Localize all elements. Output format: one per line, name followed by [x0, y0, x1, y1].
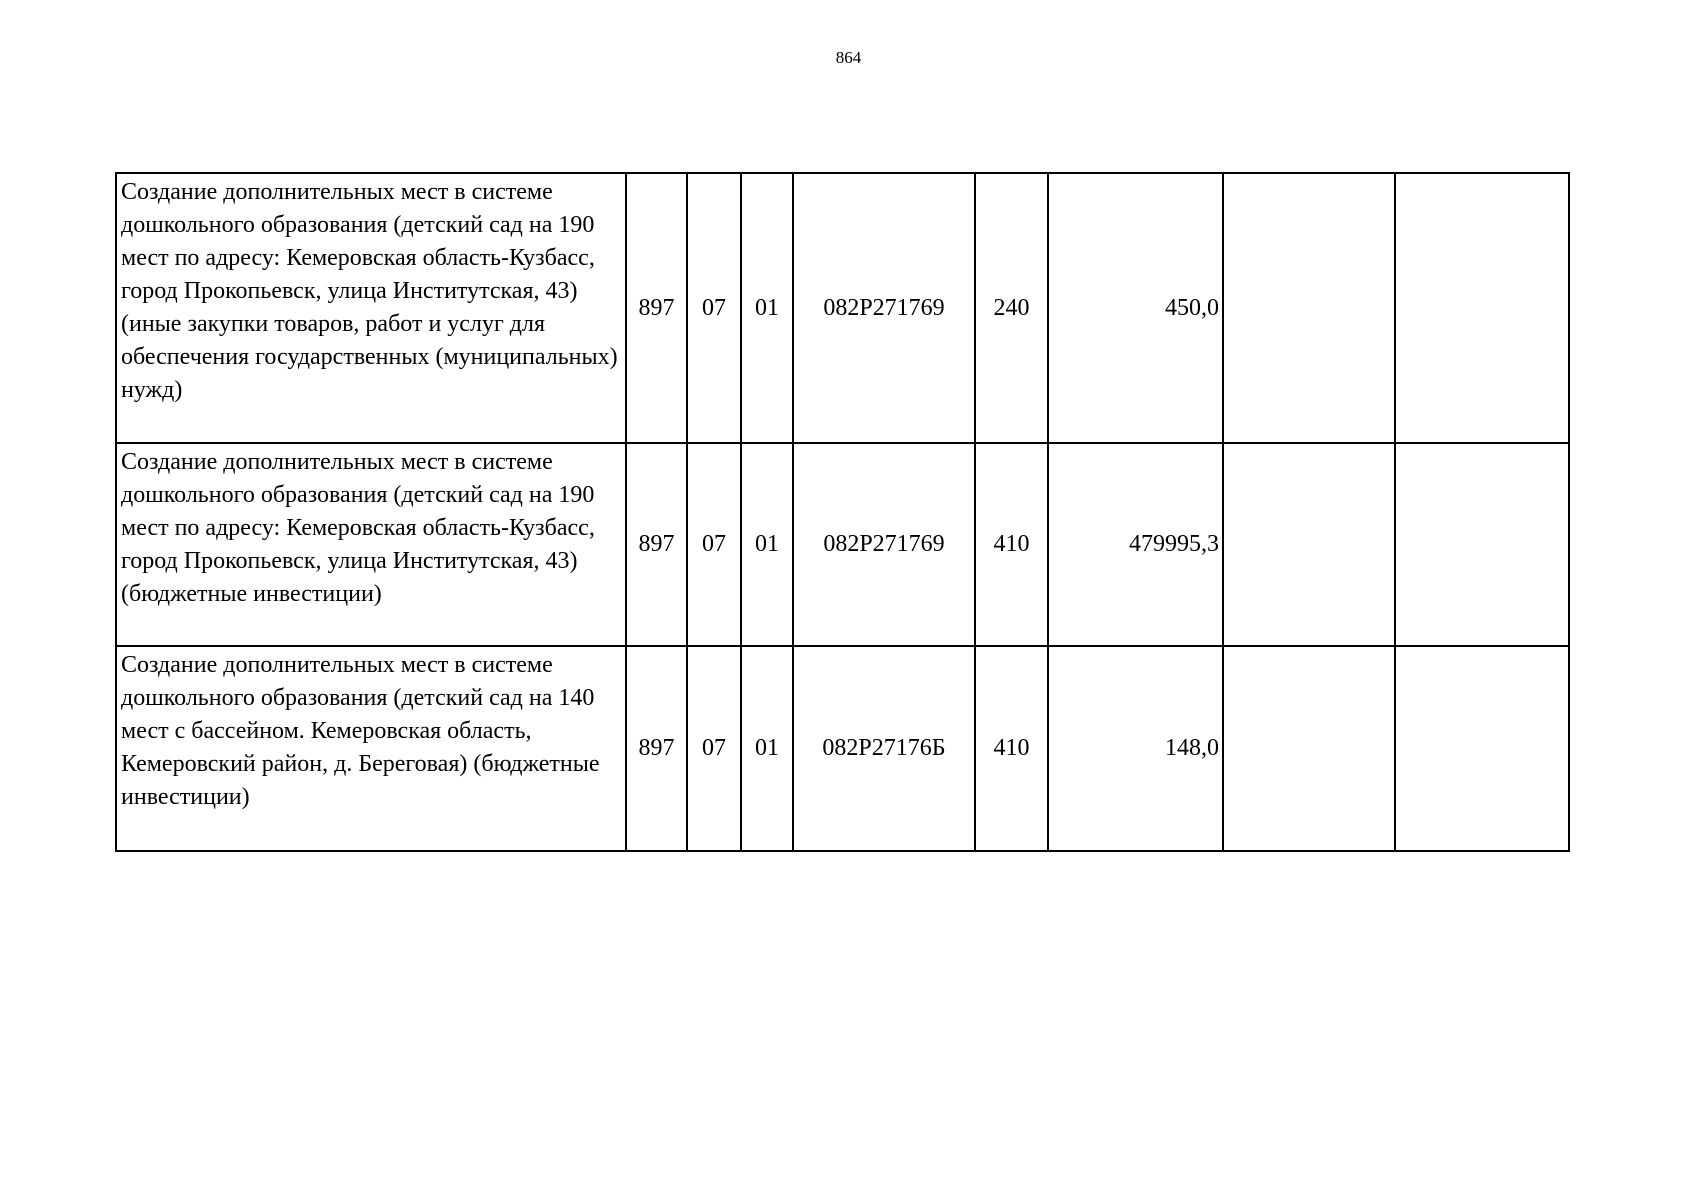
- table-row: [116, 443, 1569, 646]
- amount-cell-3: [1395, 173, 1569, 443]
- ministry-code: 897: [626, 173, 687, 443]
- section-code: 07: [687, 173, 741, 443]
- row-description: Создание дополнительных мест в системе дошкольного образования (детский сад на 190 мест по адресу: Кемеровская область-Кузбасс, город Прокопьевск, улица Институтская, 43) (иные закупки товаров, работ и услуг для обеспечения государственных (муниципальных) нужд): [116, 173, 626, 443]
- amount-cell-3: [1395, 646, 1569, 851]
- ministry-code: 897: [626, 443, 687, 646]
- subsection-code: 01: [741, 443, 793, 646]
- target-article-code: 082P271769: [793, 173, 975, 443]
- row-description: Создание дополнительных мест в системе дошкольного образования (детский сад на 190 мест по адресу: Кемеровская область-Кузбасс, город Прокопьевск, улица Институтская, 43) (бюджетные инвестиции): [116, 443, 626, 646]
- subsection-code: 01: [741, 646, 793, 851]
- section-code: 07: [687, 443, 741, 646]
- amount-cell-2: [1223, 173, 1395, 443]
- budget-table: [115, 172, 1570, 852]
- page-number: 864: [835, 48, 862, 67]
- table-row: [116, 646, 1569, 851]
- amount-cell: 148,0: [1048, 646, 1223, 851]
- expense-type-code: 240: [975, 173, 1048, 443]
- section-code: 07: [687, 646, 741, 851]
- subsection-code: 01: [741, 173, 793, 443]
- amount-cell-2: [1223, 646, 1395, 851]
- amount-cell: 450,0: [1048, 173, 1223, 443]
- target-article-code: 082P271769: [793, 443, 975, 646]
- amount-cell-3: [1395, 443, 1569, 646]
- amount-cell-2: [1223, 443, 1395, 646]
- expense-type-code: 410: [975, 443, 1048, 646]
- expense-type-code: 410: [975, 646, 1048, 851]
- row-description: Создание дополнительных мест в системе дошкольного образования (детский сад на 140 мест с бассейном. Кемеровская область, Кемеровский район, д. Береговая) (бюджетные инвестиции): [116, 646, 626, 851]
- ministry-code: 897: [626, 646, 687, 851]
- table-row: [116, 173, 1569, 443]
- amount-cell: 479995,3: [1048, 443, 1223, 646]
- target-article-code: 082P27176Б: [793, 646, 975, 851]
